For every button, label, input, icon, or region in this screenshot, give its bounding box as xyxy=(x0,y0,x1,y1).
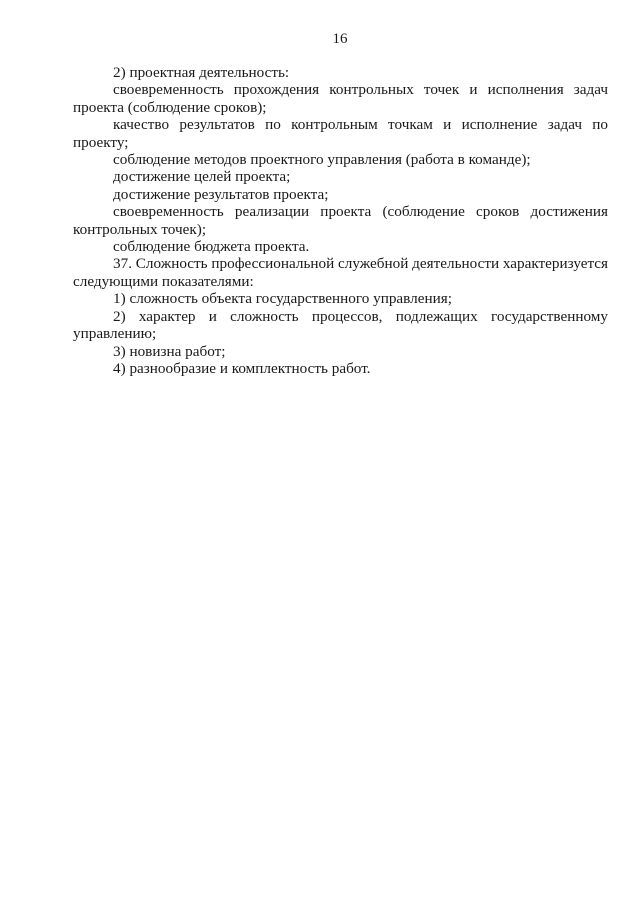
document-body xyxy=(73,64,608,377)
clause-37-paragraph: 37. Сложность профессиональной служебной деятельности характеризуется следующими показателями: xyxy=(73,255,609,290)
criterion-paragraph: соблюдение методов проектного управления (работа в команде); xyxy=(113,151,531,169)
criterion-paragraph: соблюдение бюджета проекта. xyxy=(113,238,310,256)
indicator-list-item: 2) характер и сложность процессов, подлежащих государственному управлению; xyxy=(73,307,608,343)
criterion-paragraph: своевременность реализации проекта (соблюдение сроков достижения контрольных точек); xyxy=(73,203,608,238)
criterion-paragraph: достижение результатов проекта; xyxy=(113,185,329,203)
criterion-paragraph: качество результатов по контрольным точкам и исполнение задач по проекту; xyxy=(73,116,608,151)
indicator-list-item: 1) сложность объекта государственного управления; xyxy=(113,290,452,308)
criterion-paragraph: достижение целей проекта; xyxy=(113,168,291,186)
page-number: 16 xyxy=(332,31,348,47)
indicator-list-item: 3) новизна работ; xyxy=(113,342,226,360)
indicator-list-item: 4) разнообразие и комплектность работ. xyxy=(113,359,371,377)
criterion-paragraph: своевременность прохождения контрольных точек и исполнения задач проекта (соблюдение сроков); xyxy=(73,81,608,116)
list-heading-project-activity: 2) проектная деятельность: xyxy=(113,64,290,81)
